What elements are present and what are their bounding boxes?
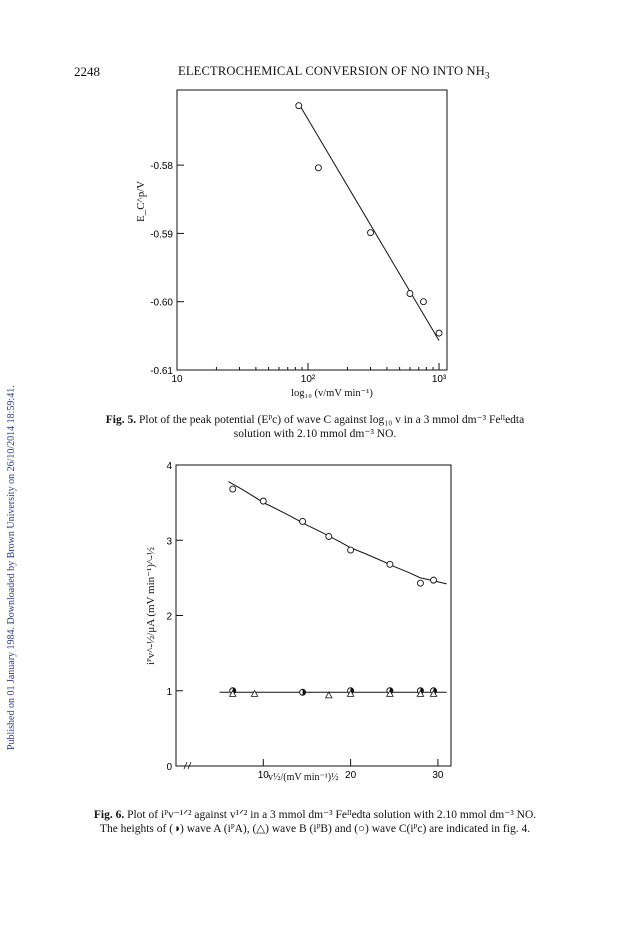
figure-5-xtick-label: 10² (300, 374, 316, 385)
figure-6-point-c (300, 518, 306, 524)
figure-6-point-c (230, 486, 236, 492)
figure-5-plot (150, 90, 447, 385)
figure-5-xtick-label: 10 (171, 374, 183, 385)
figure-6-caption (60, 808, 570, 836)
figure-5-point (315, 165, 321, 171)
figure-5-caption-line2: solution with 2.10 mmol dm⁻³ NO. (233, 428, 397, 440)
figure-6-point-c (326, 533, 332, 539)
figure-5-ytick-label: -0.60 (150, 297, 173, 309)
figure-6-xtick-label: 30 (432, 770, 444, 781)
figure-6-xtick-label: 20 (345, 770, 357, 781)
figure-5-point (407, 291, 413, 297)
figure-6-caption-line2: The heights of (◑) wave A (iᴾA), (△) wave B (iᴾB) and (○) wave C(iᴾc) are indicated in fig. 4. (99, 823, 531, 835)
figure-5-ytick-label: -0.59 (150, 229, 173, 241)
figure-6-point-b (251, 691, 257, 697)
figure-5-caption-label: Fig. 5. (105, 414, 137, 426)
figure-5-caption-line1: Plot of the peak potential (Eᴾc) of wave C against log₁₀ v in a 3 mmol dm⁻³ Feᴵᴵedta (139, 414, 525, 426)
figure-6-frame (176, 465, 451, 766)
figure-5-xlabel: log₁₀ (v/mV min⁻¹) (291, 388, 373, 399)
figure-6-point-c (348, 547, 354, 553)
figure-5-ytick-label: -0.61 (150, 366, 173, 377)
figure-5-point (296, 103, 302, 109)
figure-5-fit-line (299, 104, 439, 341)
figure-6-caption-label: Fig. 6. (93, 809, 125, 821)
figure-6-xlabel: v½/(mV min⁻¹)½ (268, 772, 339, 783)
figure-6-point-c (387, 561, 393, 567)
running-title-text: ELECTROCHEMICAL CONVERSION OF NO INTO NH (178, 64, 485, 78)
figure-6-ytick-label: 4 (166, 461, 172, 472)
figure-5-point (368, 230, 374, 236)
running-title-subscript: 3 (484, 70, 490, 81)
figure-5-ylabel: E_C^p/V (135, 180, 147, 222)
figure-6-xtick-label: 10 (257, 770, 269, 781)
figure-6-point-c (417, 580, 423, 586)
figure-5-point (436, 330, 442, 336)
figure-6-ytick-label: 3 (166, 536, 172, 548)
figure-5-ytick-label: -0.58 (150, 161, 173, 173)
figure-6-point-c (431, 577, 437, 583)
page-number: 2248 (74, 64, 100, 79)
figure-5-caption (60, 413, 570, 441)
figure-6-ytick-label: 1 (166, 686, 172, 698)
figure-6-ytick-label: 2 (166, 611, 172, 623)
figure-6-plot (166, 461, 451, 781)
figure-5-xtick-label: 10³ (431, 374, 447, 385)
figure-6-curve-c (228, 482, 446, 584)
figure-6-caption-line1: Plot of iᴾv⁻¹ᐟ² against v¹ᐟ² in a 3 mmol dm⁻³ Feᴵᴵedta solution with 2.10 mmol dm⁻³ NO. (127, 809, 537, 821)
figure-5-point (420, 299, 426, 305)
download-watermark[interactable]: Published on 01 January 1984. Downloaded by Brown University on 26/10/2014 18:59:41. (6, 385, 17, 750)
figure-6-ytick-label: 0 (166, 762, 172, 773)
figure-6-ylabel: iᴾv^-½/μA (mV min⁻¹)^-½ (145, 547, 157, 665)
figure-6-point-c (260, 498, 266, 504)
figure-6-point-b (326, 692, 332, 698)
figure-5-frame (177, 90, 447, 370)
